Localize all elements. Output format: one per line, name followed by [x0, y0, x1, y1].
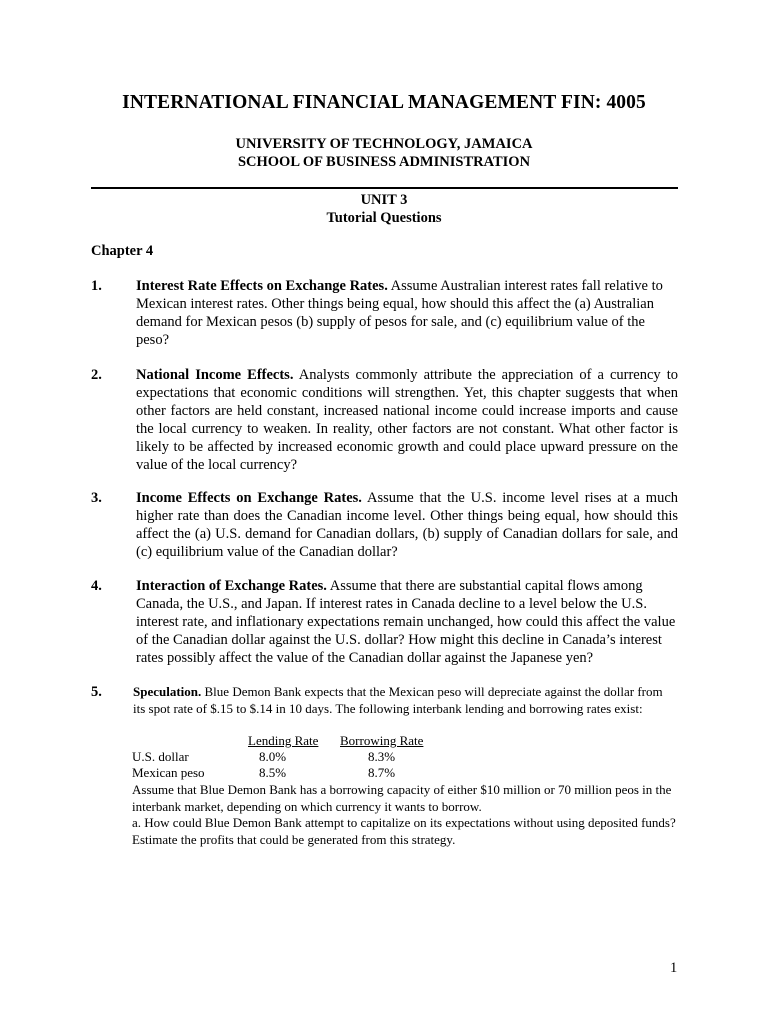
tutorial-subtitle: Tutorial Questions	[326, 210, 442, 226]
header-divider	[91, 187, 678, 189]
question-text: Assume that the U.S. income level rises at a much higher rate than does the Canadian income level. Other things being equal, how should this affect the (a) U.S. demand for Canadian dollars, (b) supply of Canadian dollars for sale, and (c) equilibrium value of the Canadian dollar?	[136, 490, 679, 560]
question-text: Assume Australian interest rates fall relative to Mexican interest rates. Other things being equal, how should this affect the (a) Australian demand for Mexican pesos (b) supply of pesos for sale, and (c) equilibrium value of the peso?	[136, 278, 663, 348]
borrowing-capacity-text: Assume that Blue Demon Bank has a borrowing capacity of either $10 million or 70 million peos in the interbank market, depending on which currency it wants to borrow.	[132, 782, 672, 814]
borrowing-rate-value: 8.3%	[368, 749, 396, 764]
question-3	[91, 489, 678, 561]
lending-rate-header: Lending Rate	[248, 733, 319, 748]
currency-label: Mexican peso	[132, 765, 205, 780]
question-intro: Blue Demon Bank expects that the Mexican peso will depreciate against the dollar from its spot rate of $.15 to $.14 in 10 days. The following interbank lending and borrowing rates exist:	[133, 684, 663, 716]
unit-block	[0, 191, 768, 227]
question-text: Assume that there are substantial capital flows among Canada, the U.S., and Japan. If interest rates in Canada decline to a level below the U.S. interest rate, and inflationary expectations remain unchanged, how could this affect the value of the Canadian dollar against the U.S. dollar? How might this decline in Canada’s interest rates possibly affect the value of the Canadian dollar against the Japanese yen?	[136, 578, 676, 666]
question-1	[91, 277, 678, 349]
question-heading: Speculation.	[133, 684, 202, 699]
rate-row	[132, 749, 532, 765]
question-body	[136, 489, 678, 561]
school-name: SCHOOL OF BUSINESS ADMINISTRATION	[237, 154, 531, 170]
unit-label: UNIT 3	[360, 192, 408, 208]
question-body	[136, 577, 678, 667]
question-number: 4.	[91, 578, 102, 594]
question-body	[136, 277, 678, 349]
borrowing-rate-header: Borrowing Rate	[340, 733, 424, 748]
university-name: UNIVERSITY OF TECHNOLOGY, JAMAICA	[235, 136, 533, 152]
course-title: INTERNATIONAL FINANCIAL MANAGEMENT FIN: 4005	[122, 92, 646, 113]
question-heading: National Income Effects.	[136, 367, 294, 383]
question-2	[91, 366, 678, 474]
institution-block	[0, 135, 768, 171]
question-body	[136, 366, 678, 474]
question-5-followup	[132, 782, 680, 848]
question-heading: Income Effects on Exchange Rates.	[136, 490, 362, 506]
question-4	[91, 577, 678, 667]
chapter-heading: Chapter 4	[91, 243, 154, 259]
lending-rate-value: 8.0%	[259, 749, 287, 764]
question-5-part-a: a. How could Blue Demon Bank attempt to capitalize on its expectations without using deposited funds? Estimate the profits that could be generated from this strategy.	[132, 815, 676, 847]
currency-label: U.S. dollar	[132, 749, 189, 764]
question-number: 2.	[91, 367, 102, 383]
question-text: Analysts commonly attribute the appreciation of a currency to expectations that economic conditions will strengthen. Yet, this chapter suggests that when other factors are held constant, increased national income could increase imports and cause the local currency to weaken. In reality, other factors are not constant. What other factor is likely to be affected by increased economic growth and could place upward pressure on the value of the local currency?	[136, 367, 679, 473]
lending-rate-value: 8.5%	[259, 765, 287, 780]
question-number: 1.	[91, 278, 102, 294]
rate-row	[132, 765, 532, 781]
question-heading: Interest Rate Effects on Exchange Rates.	[136, 278, 388, 294]
question-number: 5.	[91, 684, 102, 700]
question-body	[133, 684, 678, 717]
borrowing-rate-value: 8.7%	[368, 765, 396, 780]
question-number: 3.	[91, 490, 102, 506]
question-heading: Interaction of Exchange Rates.	[136, 578, 327, 594]
page-number: 1	[670, 960, 678, 976]
